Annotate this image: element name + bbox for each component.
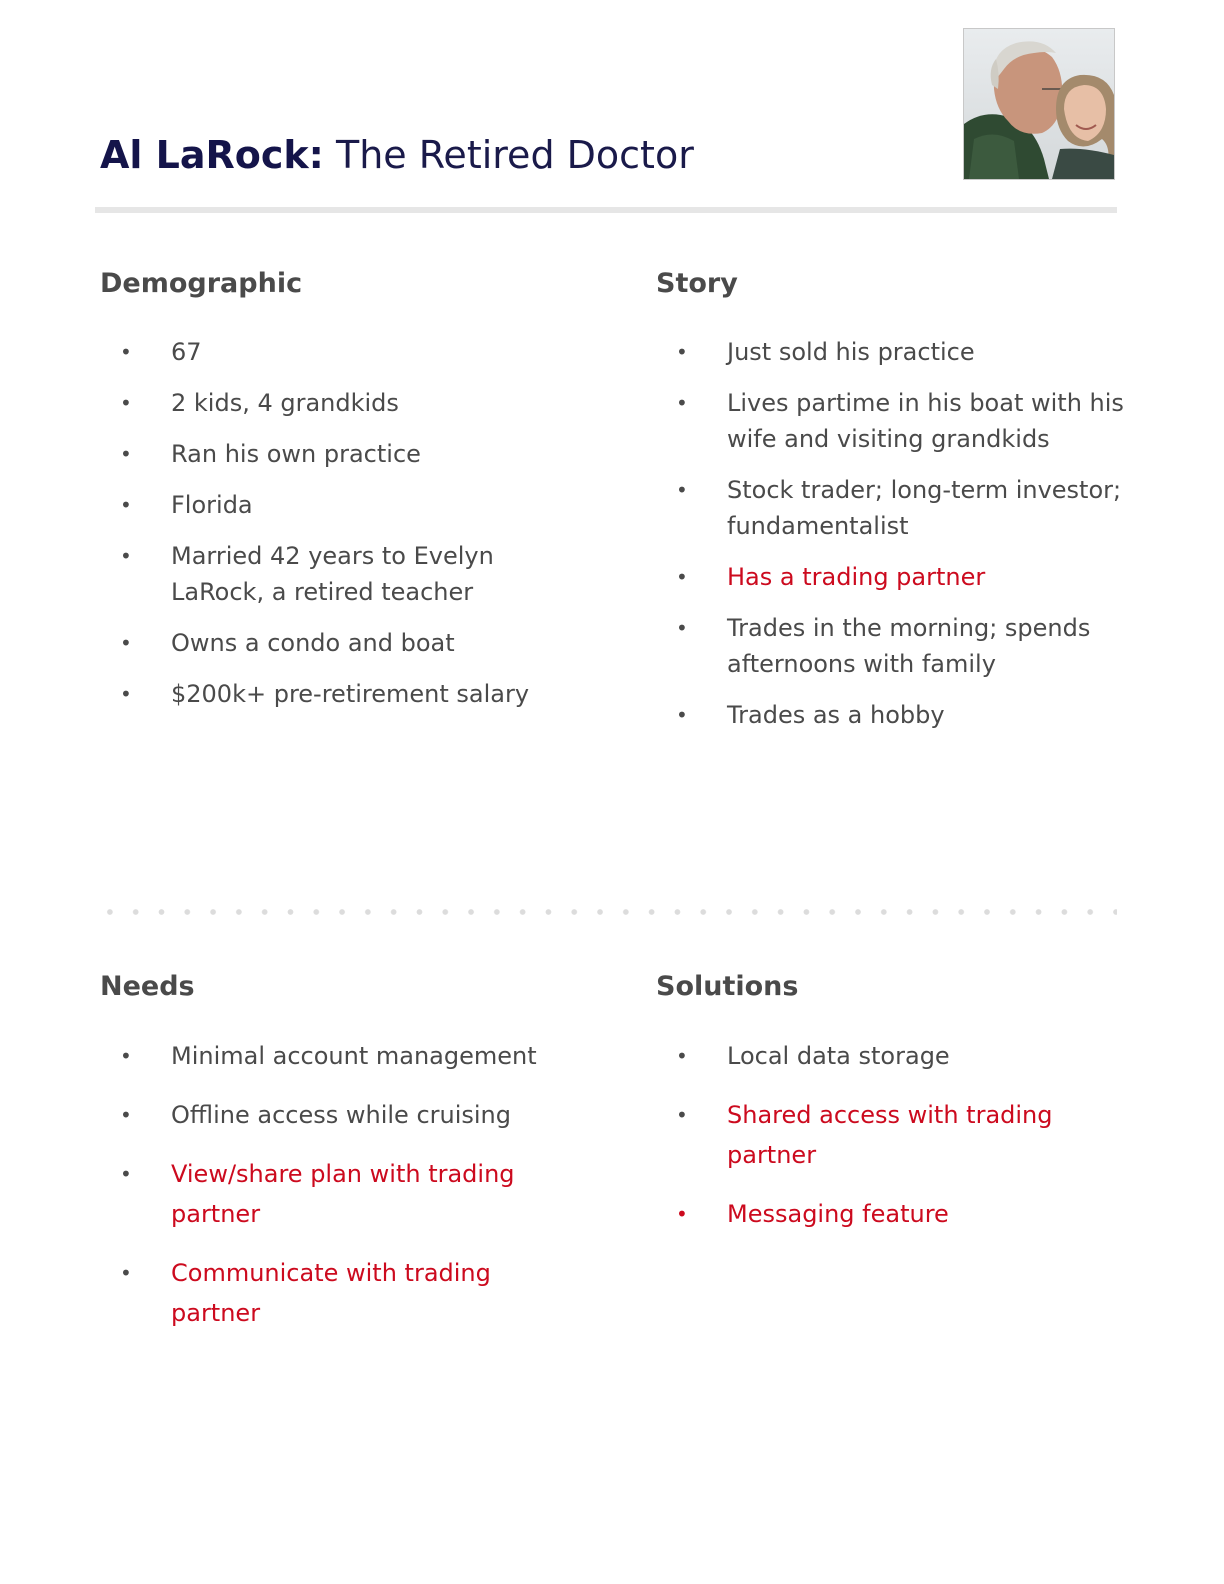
solutions-section — [656, 970, 1126, 1253]
list-item-text: Trades in the morning; spends afternoons with family — [727, 614, 1091, 678]
header-divider — [95, 207, 1117, 213]
needs-section — [100, 970, 570, 1352]
list-item — [100, 625, 570, 661]
bullet-icon: • — [120, 340, 132, 364]
list-item — [100, 676, 570, 712]
list-item-text: 2 kids, 4 grandkids — [171, 389, 399, 417]
list-item-text: Florida — [171, 491, 253, 519]
list-item — [100, 1253, 570, 1333]
list-item-text: Lives partime in his boat with his wife and visiting grandkids — [727, 389, 1124, 453]
list-item — [656, 697, 1126, 733]
list-item-text: Offline access while cruising — [171, 1101, 511, 1129]
list-item-text: Ran his own practice — [171, 440, 421, 468]
bullet-icon: • — [120, 1162, 132, 1186]
bullet-icon: • — [676, 565, 688, 589]
list-item — [100, 487, 570, 523]
needs-list — [100, 1036, 570, 1333]
bullet-icon: • — [120, 544, 132, 568]
list-item-text: Has a trading partner — [727, 563, 986, 591]
list-item-text: Messaging feature — [727, 1200, 949, 1228]
list-item-text: Just sold his practice — [727, 338, 975, 366]
bullet-icon: • — [120, 631, 132, 655]
list-item-text: Local data storage — [727, 1042, 950, 1070]
list-item-text: Stock trader; long-term investor; fundamentalist — [727, 476, 1122, 540]
bullet-icon: • — [120, 1044, 132, 1068]
list-item — [100, 1036, 570, 1076]
needs-heading: Needs — [100, 971, 195, 1002]
persona-name: Al LaRock: — [100, 133, 324, 177]
list-item — [656, 334, 1126, 370]
list-item-text: Shared access with trading partner — [727, 1101, 1053, 1169]
list-item — [100, 436, 570, 472]
list-item — [656, 559, 1126, 595]
persona-subtitle: The Retired Doctor — [335, 133, 694, 177]
list-item — [100, 538, 570, 610]
list-item-text: $200k+ pre-retirement salary — [171, 680, 530, 708]
bullet-icon: • — [676, 1044, 688, 1068]
bullet-icon: • — [120, 1103, 132, 1127]
demographic-list — [100, 334, 570, 712]
story-heading: Story — [656, 268, 738, 299]
demographic-heading: Demographic — [100, 268, 303, 299]
list-item — [100, 1154, 570, 1234]
list-item — [656, 610, 1126, 682]
list-item-text: Minimal account management — [171, 1042, 537, 1070]
page-title — [100, 128, 694, 182]
list-item-text: 67 — [171, 338, 202, 366]
bullet-icon: • — [120, 682, 132, 706]
bullet-icon: • — [120, 1261, 132, 1285]
list-item-text: Married 42 years to Evelyn LaRock, a retired teacher — [171, 542, 494, 606]
bullet-icon: • — [676, 616, 688, 640]
list-item — [100, 1095, 570, 1135]
list-item-text: View/share plan with trading partner — [171, 1160, 515, 1228]
bullet-icon: • — [120, 442, 132, 466]
dotted-divider — [97, 909, 1117, 915]
list-item — [656, 1095, 1126, 1175]
bullet-icon: • — [120, 391, 132, 415]
list-item — [100, 334, 570, 370]
list-item-text: Owns a condo and boat — [171, 629, 455, 657]
bullet-icon: • — [676, 478, 688, 502]
bullet-icon: • — [676, 1202, 688, 1226]
bullet-icon: • — [676, 391, 688, 415]
bullet-icon: • — [676, 703, 688, 727]
list-item-text: Communicate with trading partner — [171, 1259, 491, 1327]
demographic-section — [100, 267, 570, 727]
bullet-icon: • — [676, 1103, 688, 1127]
story-list — [656, 334, 1126, 733]
solutions-heading: Solutions — [656, 971, 799, 1002]
solutions-list — [656, 1036, 1126, 1234]
bullet-icon: • — [120, 493, 132, 517]
list-item — [656, 472, 1126, 544]
list-item — [656, 1194, 1126, 1234]
story-section — [656, 267, 1126, 748]
bullet-icon: • — [676, 340, 688, 364]
list-item — [656, 385, 1126, 457]
list-item-text: Trades as a hobby — [727, 701, 945, 729]
persona-photo — [963, 28, 1115, 180]
list-item — [656, 1036, 1126, 1076]
list-item — [100, 385, 570, 421]
